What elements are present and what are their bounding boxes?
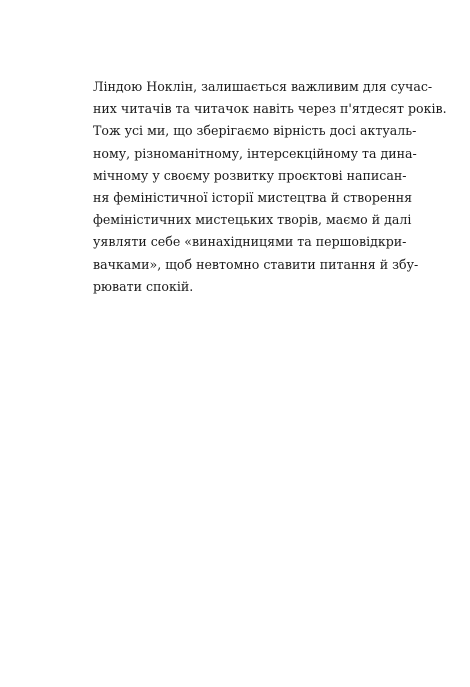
text-line: Тож усі ми, що зберігаємо вірність досі актуаль- [93,123,417,139]
text-line-last: рювати спокій. [93,278,194,294]
body-paragraph [93,76,447,298]
text-line: вачками», щоб невтомно ставити питання й збу- [93,256,419,272]
text-line: них читачів та читачок навіть через п'ятдесят років. [93,101,447,117]
text-line: Ліндою Ноклін, залишається важливим для сучас- [93,79,433,94]
text-line: ному, різноманітному, інтерсекційному та дина- [93,145,417,161]
text-line: феміністичних мистецьких творів, маємо й далі [93,212,412,228]
text-line: уявляти себе «винахідницями та першовідкри- [93,234,407,250]
text-line: мічному у своєму розвитку проєктові написан- [93,167,407,183]
text-line: ня феміністичної історії мистецтва й створення [93,190,413,206]
